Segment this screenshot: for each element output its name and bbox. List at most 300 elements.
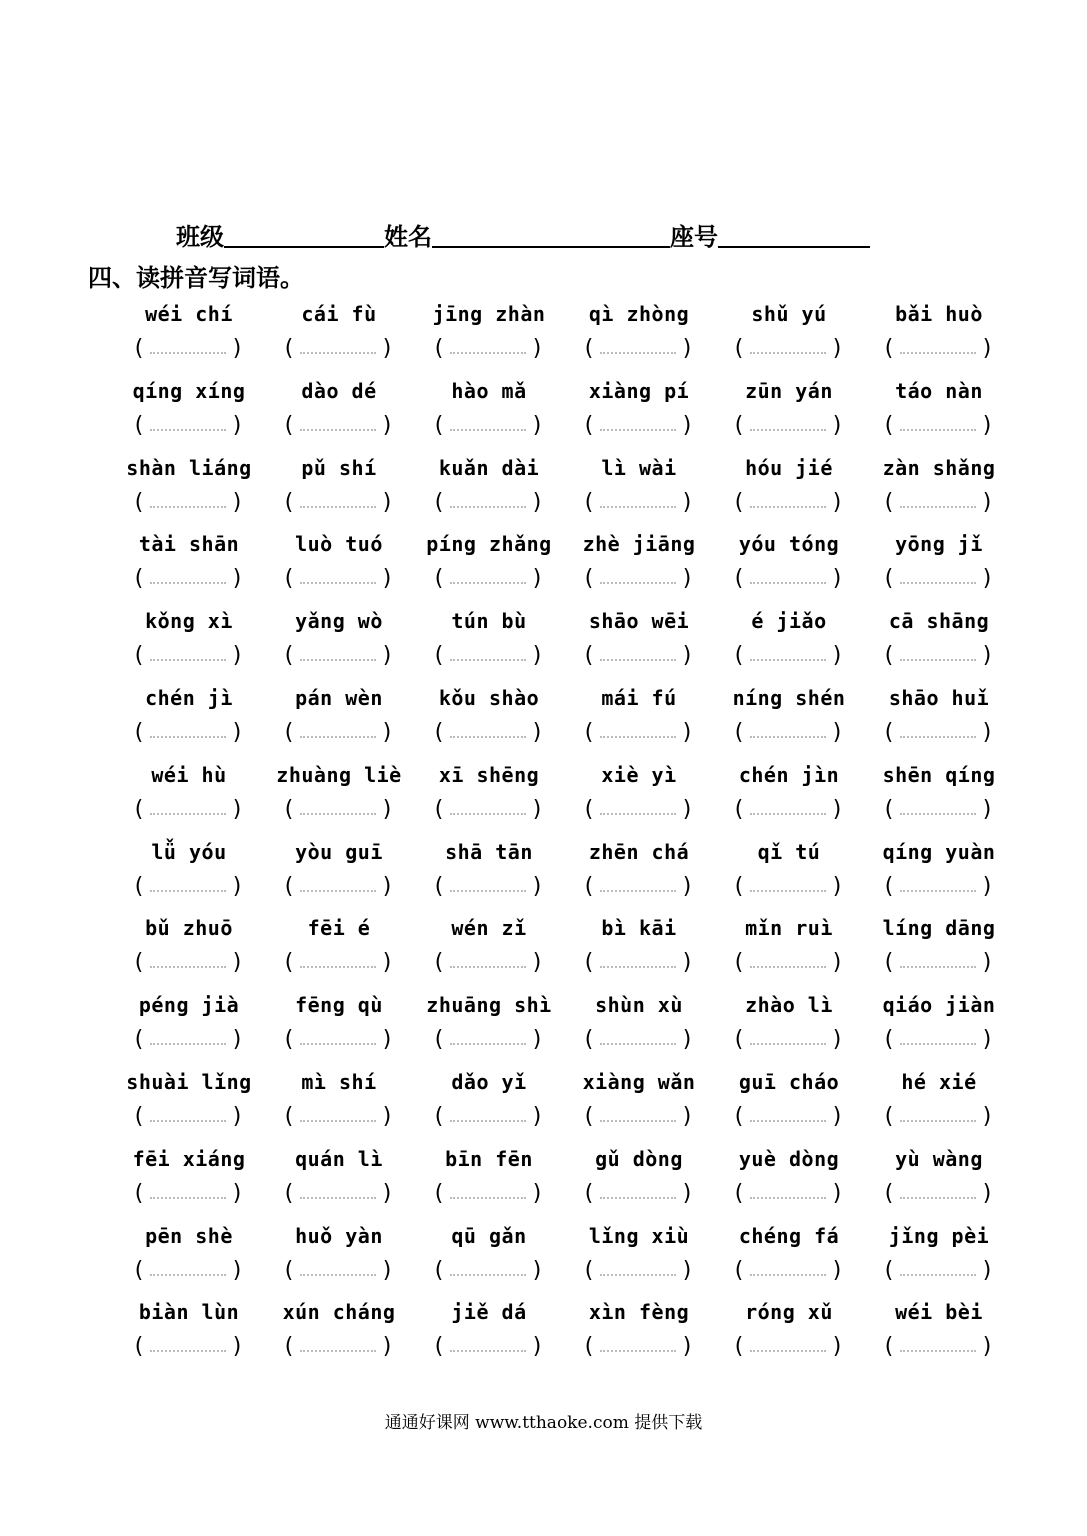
close-paren: ) [980, 412, 994, 438]
pinyin-prompt: pán wèn [295, 685, 383, 710]
answer-blank[interactable] [432, 718, 544, 748]
pinyin-prompt: huǒ yàn [295, 1223, 383, 1248]
answer-blank[interactable] [132, 1025, 244, 1055]
answer-dotted-line [300, 1120, 376, 1122]
answer-blank[interactable] [132, 1256, 244, 1286]
answer-blank[interactable] [582, 795, 694, 825]
answer-blank[interactable] [882, 1102, 994, 1132]
exercise-row [120, 757, 1020, 834]
answer-blank[interactable] [732, 795, 844, 825]
exercise-item [870, 450, 1020, 527]
student-info-header [176, 212, 870, 252]
exercise-item [870, 757, 1020, 834]
exercise-item [420, 526, 570, 603]
open-paren: ( [282, 336, 296, 361]
close-paren: ) [230, 489, 244, 515]
open-paren: ( [882, 412, 896, 438]
close-paren: ) [230, 336, 244, 361]
close-paren: ) [230, 1334, 244, 1360]
close-paren: ) [830, 336, 844, 361]
answer-blank[interactable] [582, 564, 694, 594]
answer-dotted-line [450, 506, 526, 508]
exercise-item [270, 680, 420, 757]
close-paren: ) [980, 719, 994, 745]
answer-dotted-line [600, 890, 676, 892]
pinyin-prompt: táo nàn [895, 378, 983, 403]
answer-blank[interactable] [882, 872, 994, 902]
open-paren: ( [132, 412, 146, 438]
exercise-item [270, 1218, 420, 1295]
open-paren: ( [882, 1180, 896, 1206]
answer-blank[interactable] [582, 948, 694, 978]
pinyin-prompt: bǔ zhuō [145, 916, 233, 941]
exercise-item [120, 1218, 270, 1295]
answer-blank[interactable] [132, 1102, 244, 1132]
answer-dotted-line [900, 736, 976, 738]
close-paren: ) [230, 643, 244, 669]
answer-blank[interactable] [432, 1025, 544, 1055]
open-paren: ( [882, 1334, 896, 1360]
open-paren: ( [732, 566, 746, 592]
answer-blank[interactable] [282, 1102, 394, 1132]
answer-blank[interactable] [882, 641, 994, 671]
pinyin-prompt: kuǎn dài [438, 455, 540, 480]
open-paren: ( [132, 1180, 146, 1206]
pinyin-prompt: é jiǎo [751, 609, 827, 634]
exercise-item [270, 450, 420, 527]
exercise-item [570, 680, 720, 757]
answer-dotted-line [150, 506, 226, 508]
open-paren: ( [282, 566, 296, 592]
close-paren: ) [380, 1027, 394, 1053]
answer-dotted-line [750, 1043, 826, 1045]
close-paren: ) [530, 873, 544, 899]
answer-dotted-line [150, 1350, 226, 1352]
close-paren: ) [980, 643, 994, 669]
pinyin-prompt: qì zhòng [588, 302, 690, 326]
pinyin-prompt: shùn xù [595, 993, 683, 1018]
open-paren: ( [732, 1027, 746, 1053]
answer-blank[interactable] [282, 1179, 394, 1209]
answer-dotted-line [750, 966, 826, 968]
answer-dotted-line [450, 890, 526, 892]
close-paren: ) [530, 1103, 544, 1129]
open-paren: ( [282, 489, 296, 515]
pinyin-prompt: qíng yuàn [882, 839, 996, 864]
pinyin-prompt: zàn shǎng [882, 455, 996, 480]
pinyin-prompt: yǎng wò [295, 609, 383, 634]
answer-blank[interactable] [132, 334, 244, 364]
answer-dotted-line [750, 506, 826, 508]
close-paren: ) [530, 1027, 544, 1053]
close-paren: ) [680, 719, 694, 745]
pinyin-prompt: shǔ yú [751, 302, 827, 326]
answer-dotted-line [750, 352, 826, 354]
exercise-row [120, 603, 1020, 680]
answer-blank[interactable] [582, 641, 694, 671]
exercise-item [420, 987, 570, 1064]
exercise-item [720, 603, 870, 680]
answer-blank[interactable] [432, 1179, 544, 1209]
open-paren: ( [582, 489, 596, 515]
answer-dotted-line [450, 736, 526, 738]
close-paren: ) [830, 643, 844, 669]
answer-dotted-line [600, 1120, 676, 1122]
answer-blank[interactable] [432, 411, 544, 441]
answer-blank[interactable] [582, 1102, 694, 1132]
answer-blank[interactable] [132, 1332, 244, 1362]
open-paren: ( [282, 643, 296, 669]
open-paren: ( [432, 489, 446, 515]
open-paren: ( [132, 489, 146, 515]
pinyin-prompt: tún bù [451, 609, 527, 634]
answer-dotted-line [600, 1274, 676, 1276]
seat-number-field[interactable] [718, 220, 870, 248]
close-paren: ) [680, 336, 694, 361]
answer-blank[interactable] [582, 718, 694, 748]
answer-blank[interactable] [432, 488, 544, 518]
open-paren: ( [432, 643, 446, 669]
exercise-item [420, 1064, 570, 1141]
answer-blank[interactable] [882, 795, 994, 825]
exercise-item [420, 910, 570, 987]
exercise-item [720, 680, 870, 757]
exercise-item [570, 757, 720, 834]
exercise-item [570, 987, 720, 1064]
answer-blank[interactable] [282, 948, 394, 978]
exercise-row [120, 450, 1020, 527]
pinyin-prompt: shuài lǐng [126, 1069, 252, 1094]
answer-dotted-line [750, 1274, 826, 1276]
answer-blank[interactable] [132, 795, 244, 825]
answer-dotted-line [150, 659, 226, 661]
answer-blank[interactable] [282, 641, 394, 671]
answer-blank[interactable] [732, 948, 844, 978]
exercise-item [720, 757, 870, 834]
answer-blank[interactable] [732, 411, 844, 441]
pinyin-prompt: hé xié [901, 1069, 977, 1094]
answer-blank[interactable] [732, 488, 844, 518]
open-paren: ( [132, 1027, 146, 1053]
pinyin-prompt: quán lì [295, 1146, 383, 1171]
close-paren: ) [980, 566, 994, 592]
close-paren: ) [830, 489, 844, 515]
answer-blank[interactable] [432, 872, 544, 902]
answer-dotted-line [300, 1350, 376, 1352]
open-paren: ( [282, 873, 296, 899]
close-paren: ) [230, 873, 244, 899]
answer-blank[interactable] [432, 641, 544, 671]
open-paren: ( [582, 336, 596, 361]
exercise-item [420, 680, 570, 757]
close-paren: ) [680, 566, 694, 592]
close-paren: ) [230, 1027, 244, 1053]
open-paren: ( [582, 873, 596, 899]
pinyin-prompt: qiáo jiàn [882, 993, 996, 1018]
answer-blank[interactable] [732, 1179, 844, 1209]
open-paren: ( [882, 336, 896, 361]
answer-blank[interactable] [282, 564, 394, 594]
answer-blank[interactable] [582, 1332, 694, 1362]
answer-blank[interactable] [132, 564, 244, 594]
answer-dotted-line [300, 890, 376, 892]
answer-dotted-line [150, 736, 226, 738]
answer-blank[interactable] [282, 718, 394, 748]
close-paren: ) [680, 950, 694, 976]
pinyin-prompt: xiè yì [601, 762, 677, 787]
answer-blank[interactable] [732, 872, 844, 902]
answer-dotted-line [750, 582, 826, 584]
answer-blank[interactable] [732, 1025, 844, 1055]
answer-blank[interactable] [882, 564, 994, 594]
answer-blank[interactable] [432, 1102, 544, 1132]
answer-blank[interactable] [432, 948, 544, 978]
pinyin-prompt: xiàng wǎn [582, 1069, 696, 1094]
answer-dotted-line [150, 582, 226, 584]
answer-blank[interactable] [882, 1179, 994, 1209]
open-paren: ( [582, 412, 596, 438]
open-paren: ( [432, 1257, 446, 1283]
answer-dotted-line [900, 1274, 976, 1276]
answer-dotted-line [900, 352, 976, 354]
close-paren: ) [680, 1334, 694, 1360]
pinyin-prompt: fēi xiáng [132, 1146, 246, 1171]
close-paren: ) [980, 1180, 994, 1206]
pinyin-prompt: bīn fēn [445, 1146, 533, 1171]
exercise-row [120, 373, 1020, 450]
open-paren: ( [282, 1334, 296, 1360]
close-paren: ) [530, 412, 544, 438]
open-paren: ( [732, 1334, 746, 1360]
answer-blank[interactable] [732, 1256, 844, 1286]
answer-blank[interactable] [732, 641, 844, 671]
answer-blank[interactable] [882, 411, 994, 441]
answer-blank[interactable] [732, 1332, 844, 1362]
answer-blank[interactable] [282, 411, 394, 441]
open-paren: ( [432, 566, 446, 592]
answer-blank[interactable] [582, 1256, 694, 1286]
exercise-item [120, 834, 270, 911]
answer-dotted-line [750, 736, 826, 738]
answer-blank[interactable] [132, 1179, 244, 1209]
open-paren: ( [432, 950, 446, 976]
answer-blank[interactable] [582, 334, 694, 364]
answer-blank[interactable] [732, 1102, 844, 1132]
answer-blank[interactable] [132, 411, 244, 441]
answer-blank[interactable] [132, 718, 244, 748]
exercise-item [420, 834, 570, 911]
answer-dotted-line [150, 966, 226, 968]
exercise-item [270, 1294, 420, 1371]
exercise-item [420, 450, 570, 527]
answer-blank[interactable] [132, 872, 244, 902]
answer-blank[interactable] [582, 1025, 694, 1055]
pinyin-prompt: zūn yán [745, 378, 833, 403]
pinyin-prompt: lì wài [601, 455, 677, 480]
answer-blank[interactable] [582, 488, 694, 518]
exercise-item [120, 526, 270, 603]
exercise-item [570, 603, 720, 680]
exercise-row [120, 296, 1020, 373]
exercise-item [270, 757, 420, 834]
answer-blank[interactable] [582, 1179, 694, 1209]
answer-blank[interactable] [882, 334, 994, 364]
close-paren: ) [230, 796, 244, 822]
answer-blank[interactable] [432, 334, 544, 364]
pinyin-prompt: zhuāng shì [426, 993, 552, 1018]
exercise-item [420, 1218, 570, 1295]
answer-dotted-line [750, 1197, 826, 1199]
open-paren: ( [432, 336, 446, 361]
open-paren: ( [582, 950, 596, 976]
exercise-row [120, 1294, 1020, 1371]
answer-blank[interactable] [732, 718, 844, 748]
answer-dotted-line [600, 813, 676, 815]
close-paren: ) [530, 1180, 544, 1206]
pinyin-prompt: wén zǐ [451, 916, 527, 941]
exercise-item [570, 450, 720, 527]
answer-blank[interactable] [132, 488, 244, 518]
close-paren: ) [530, 566, 544, 592]
open-paren: ( [882, 796, 896, 822]
open-paren: ( [732, 336, 746, 361]
close-paren: ) [980, 336, 994, 361]
answer-dotted-line [300, 1043, 376, 1045]
close-paren: ) [680, 796, 694, 822]
exercise-item [720, 1218, 870, 1295]
answer-dotted-line [900, 1350, 976, 1352]
open-paren: ( [882, 566, 896, 592]
pinyin-prompt: jiě dá [451, 1300, 527, 1325]
answer-dotted-line [150, 429, 226, 431]
answer-blank[interactable] [882, 718, 994, 748]
exercise-item [570, 1064, 720, 1141]
answer-blank[interactable] [282, 872, 394, 902]
exercise-item [270, 603, 420, 680]
pinyin-prompt: wéi chí [145, 302, 233, 326]
close-paren: ) [230, 566, 244, 592]
answer-dotted-line [900, 813, 976, 815]
answer-dotted-line [450, 1274, 526, 1276]
open-paren: ( [282, 1180, 296, 1206]
pinyin-prompt: tài shān [138, 532, 240, 557]
pinyin-prompt: jǐng pèi [888, 1223, 990, 1248]
close-paren: ) [980, 1027, 994, 1053]
answer-blank[interactable] [282, 1025, 394, 1055]
footer-source: 通通好课网 www.tthaoke.com 提供下载 [384, 1413, 703, 1433]
answer-blank[interactable] [282, 795, 394, 825]
pinyin-prompt: xī shēng [438, 762, 540, 787]
answer-blank[interactable] [882, 1256, 994, 1286]
open-paren: ( [732, 1180, 746, 1206]
answer-dotted-line [900, 1197, 976, 1199]
open-paren: ( [582, 1103, 596, 1129]
answer-blank[interactable] [432, 1332, 544, 1362]
answer-blank[interactable] [282, 1256, 394, 1286]
open-paren: ( [732, 950, 746, 976]
answer-dotted-line [600, 429, 676, 431]
answer-dotted-line [300, 352, 376, 354]
answer-dotted-line [150, 1197, 226, 1199]
answer-blank[interactable] [432, 1256, 544, 1286]
close-paren: ) [530, 643, 544, 669]
close-paren: ) [530, 1334, 544, 1360]
pinyin-prompt: chén jì [145, 685, 233, 710]
pinyin-prompt: dào dé [301, 378, 377, 403]
answer-blank[interactable] [582, 411, 694, 441]
open-paren: ( [732, 643, 746, 669]
answer-blank[interactable] [882, 1332, 994, 1362]
answer-blank[interactable] [582, 872, 694, 902]
pinyin-prompt: zhào lì [745, 993, 833, 1018]
exercise-item [420, 1141, 570, 1218]
pinyin-prompt: lǐng xiù [588, 1223, 690, 1248]
pinyin-prompt: dǎo yǐ [451, 1069, 527, 1094]
exercise-item [720, 526, 870, 603]
pinyin-prompt: luò tuó [295, 532, 383, 557]
exercise-row [120, 910, 1020, 987]
answer-blank[interactable] [282, 334, 394, 364]
close-paren: ) [680, 412, 694, 438]
close-paren: ) [380, 336, 394, 361]
answer-dotted-line [150, 890, 226, 892]
answer-blank[interactable] [882, 1025, 994, 1055]
answer-blank[interactable] [432, 564, 544, 594]
exercise-item [270, 1141, 420, 1218]
answer-dotted-line [450, 1197, 526, 1199]
open-paren: ( [432, 1180, 446, 1206]
open-paren: ( [132, 1103, 146, 1129]
answer-dotted-line [300, 506, 376, 508]
close-paren: ) [380, 489, 394, 515]
answer-blank[interactable] [732, 564, 844, 594]
answer-blank[interactable] [132, 641, 244, 671]
answer-dotted-line [900, 1043, 976, 1045]
pinyin-prompt: gǔ dòng [595, 1146, 683, 1171]
answer-blank[interactable] [432, 795, 544, 825]
open-paren: ( [582, 1257, 596, 1283]
answer-blank[interactable] [282, 1332, 394, 1362]
answer-blank[interactable] [732, 334, 844, 364]
open-paren: ( [882, 1257, 896, 1283]
open-paren: ( [732, 796, 746, 822]
open-paren: ( [282, 1027, 296, 1053]
pinyin-prompt: mái fú [601, 685, 677, 710]
pinyin-prompt: níng shén [732, 685, 846, 710]
answer-dotted-line [600, 1197, 676, 1199]
open-paren: ( [132, 873, 146, 899]
exercise-item [870, 526, 1020, 603]
pinyin-prompt: xìn fèng [588, 1300, 690, 1325]
answer-blank[interactable] [132, 948, 244, 978]
answer-dotted-line [600, 582, 676, 584]
pinyin-prompt: shāo huǐ [888, 685, 990, 710]
pinyin-prompt: pēn shè [145, 1223, 233, 1248]
close-paren: ) [230, 412, 244, 438]
answer-blank[interactable] [882, 488, 994, 518]
exercise-item [120, 603, 270, 680]
exercise-item [420, 757, 570, 834]
close-paren: ) [530, 489, 544, 515]
name-field[interactable] [432, 220, 670, 248]
exercise-item [570, 834, 720, 911]
answer-dotted-line [450, 966, 526, 968]
answer-blank[interactable] [882, 948, 994, 978]
class-field[interactable] [224, 220, 384, 248]
open-paren: ( [282, 1103, 296, 1129]
answer-blank[interactable] [282, 488, 394, 518]
close-paren: ) [980, 1103, 994, 1129]
